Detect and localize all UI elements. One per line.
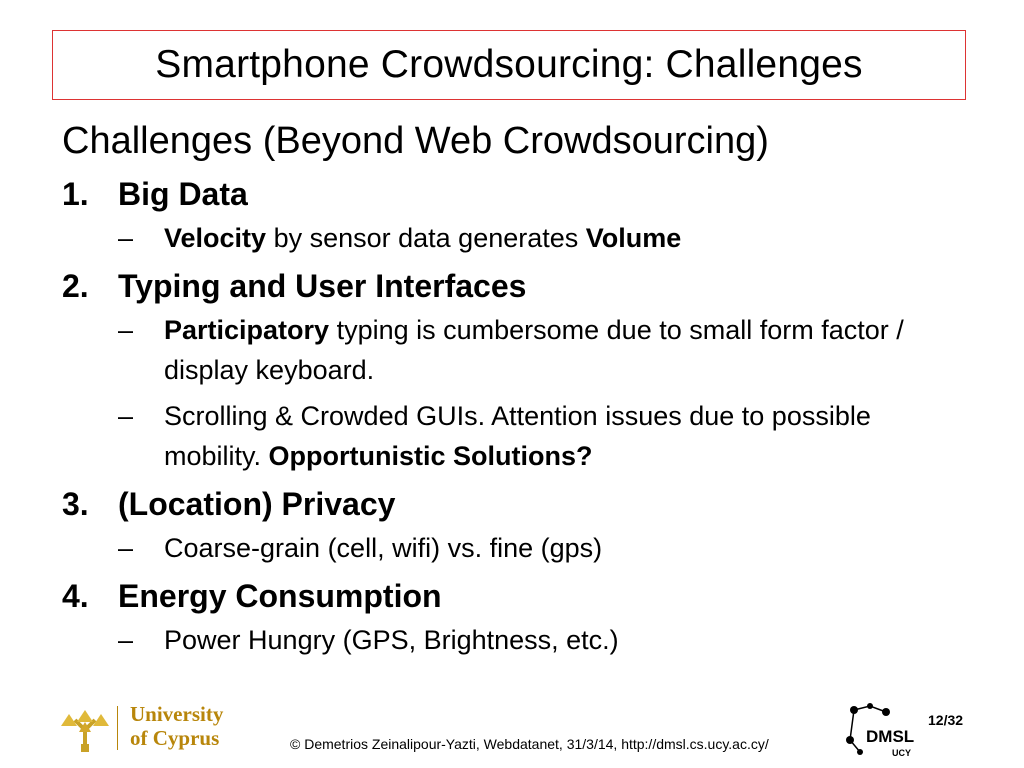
dmsl-logo-text: DMSL [866,727,915,746]
subpoint-dash: – [118,401,134,431]
university-line1: University [130,702,224,726]
subpoint-emphasis: Velocity [164,223,267,253]
challenge-subpoint [62,396,962,476]
subpoint-emphasis: Participatory [164,315,330,345]
slide-title-box [52,30,966,100]
challenge-number: 3. [62,486,89,522]
subpoint-fragment: Scrolling & Crowded GUIs. Attention issues due to possible mobility. [164,401,871,471]
challenge-label: (Location) Privacy [118,486,396,522]
challenge-subpoint [62,620,962,660]
university-name [130,702,223,750]
challenge-item [62,172,962,258]
subpoint-text [164,223,681,253]
challenge-number: 2. [62,268,89,304]
challenge-heading [62,574,962,618]
challenge-label: Big Data [118,176,248,212]
challenge-item [62,264,962,476]
subpoint-fragment: Coarse-grain (cell, wifi) vs. fine (gps) [164,533,603,563]
tree-icon [55,700,115,755]
copyright-text: © Demetrios Zeinalipour-Yazti, Webdatanet, 31/3/14, http://dmsl.cs.ucy.ac.cy/ [290,736,769,752]
challenge-label: Energy Consumption [118,578,442,614]
subpoint-emphasis: Opportunistic Solutions? [268,441,593,471]
subpoint-dash: – [118,625,134,655]
subpoint-fragment: by sensor data generates [266,223,586,253]
slide-subtitle: Challenges (Beyond Web Crowdsourcing) [62,120,769,162]
challenge-item [62,574,962,660]
challenge-heading [62,264,962,308]
challenge-number: 4. [62,578,89,614]
subpoint-fragment: typing is cumbersome due to small form factor / display keyboard. [164,315,904,385]
university-of-cyprus-logo [55,700,235,755]
university-line2: of Cyprus [130,726,220,750]
subpoint-text [164,625,619,655]
challenge-number: 1. [62,176,89,212]
challenge-list [62,172,962,660]
dmsl-logo-subtext: UCY [892,748,912,758]
subpoint-dash: – [118,315,134,345]
challenge-heading [62,172,962,216]
dmsl-logo [842,700,922,760]
slide-content [62,116,962,666]
slide-title: Smartphone Crowdsourcing: Challenges [155,43,863,86]
page-number: 12/32 [928,712,964,728]
subpoint-fragment: Power Hungry (GPS, Brightness, etc.) [164,625,619,655]
logo-divider [117,706,118,750]
challenge-label: Typing and User Interfaces [118,268,527,304]
subpoint-text [164,315,904,385]
challenge-item [62,482,962,568]
challenge-subpoint [62,310,962,390]
subpoint-text [164,533,602,563]
challenge-subpoint [62,218,962,258]
subpoint-dash: – [118,223,134,253]
subpoint-dash: – [118,533,134,563]
challenge-subpoint [62,528,962,568]
subpoint-emphasis: Volume [585,223,682,253]
subpoint-text [164,401,871,471]
challenge-heading [62,482,962,526]
